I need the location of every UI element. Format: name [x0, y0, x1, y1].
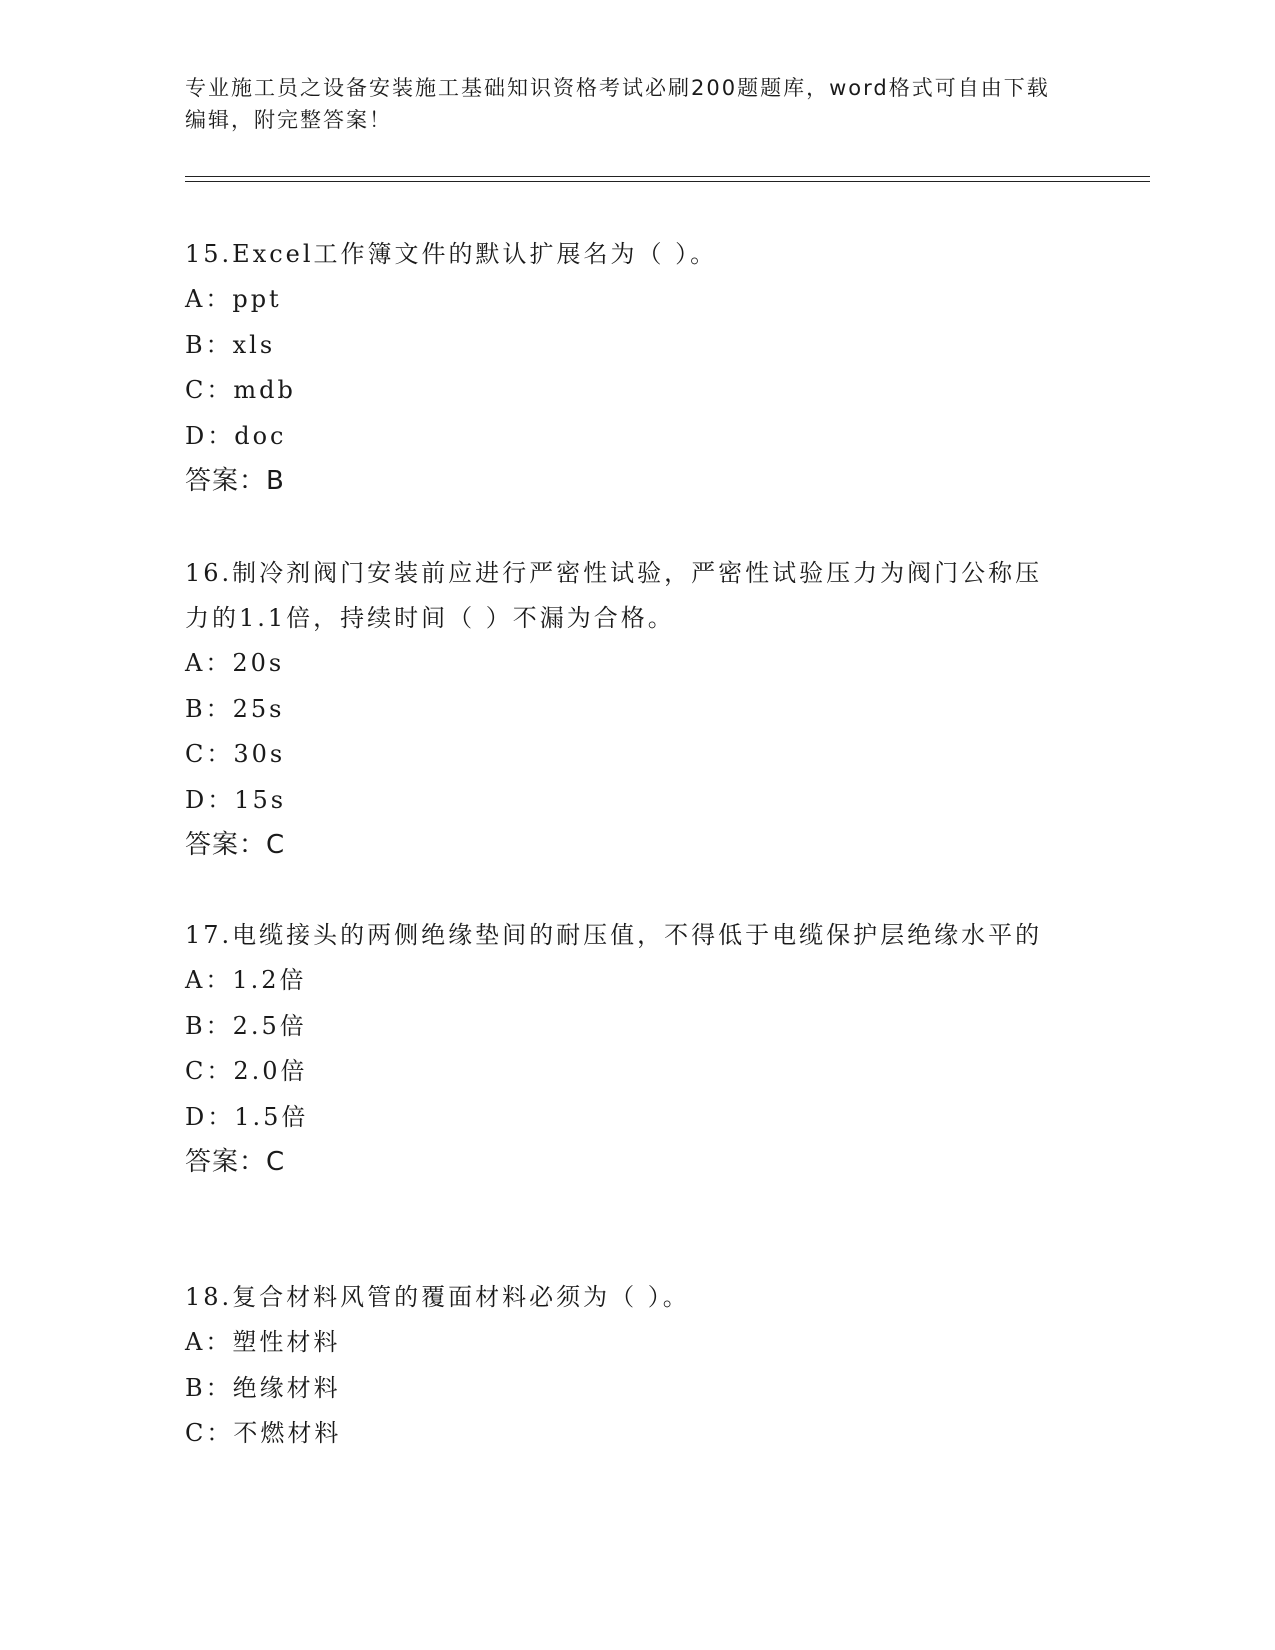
- question-stem: 18.复合材料风管的覆面材料必须为（ ）。: [185, 1283, 690, 1311]
- question-stem: 16.制冷剂阀门安装前应进行严密性试验，严密性试验压力为阀门公称压力的1.1倍，持续时间（ ）不漏为合格。: [185, 559, 1043, 632]
- option-c: C：不燃材料: [185, 1419, 342, 1447]
- option-a: A：1.2倍: [185, 966, 307, 994]
- question-17: [185, 913, 1065, 1185]
- option-d: D：1.5倍: [185, 1102, 309, 1131]
- header-divider-bottom: [185, 181, 1150, 182]
- option-b: B：25s: [185, 694, 285, 723]
- option-a: A：塑性材料: [185, 1328, 341, 1356]
- option-d: D：doc: [185, 421, 287, 450]
- option-d: D：15s: [185, 785, 287, 814]
- question-stem: 17.电缆接头的两侧绝缘垫间的耐压值，不得低于电缆保护层绝缘水平的: [185, 921, 1043, 949]
- question-stem: 15.Excel工作簿文件的默认扩展名为（ ）。: [185, 240, 718, 268]
- option-c: C：2.0倍: [185, 1057, 308, 1085]
- answer: 答案：C: [185, 830, 286, 860]
- question-16: [185, 551, 1065, 868]
- option-c: C：30s: [185, 740, 286, 768]
- answer: 答案：C: [185, 1147, 286, 1177]
- header-divider-top: [185, 176, 1150, 177]
- option-a: A：20s: [185, 649, 285, 677]
- option-b: B：xls: [185, 330, 276, 359]
- document-header: 专业施工员之设备安装施工基础知识资格考试必刷200题题库，word格式可自由下载编辑，附完整答案！: [185, 76, 1050, 132]
- option-b: B：2.5倍: [185, 1011, 307, 1040]
- question-18: [185, 1275, 1065, 1457]
- option-b: B：绝缘材料: [185, 1373, 341, 1402]
- question-15: [185, 232, 1065, 504]
- option-a: A：ppt: [185, 285, 282, 313]
- answer: 答案：B: [185, 466, 285, 496]
- option-c: C：mdb: [185, 376, 296, 404]
